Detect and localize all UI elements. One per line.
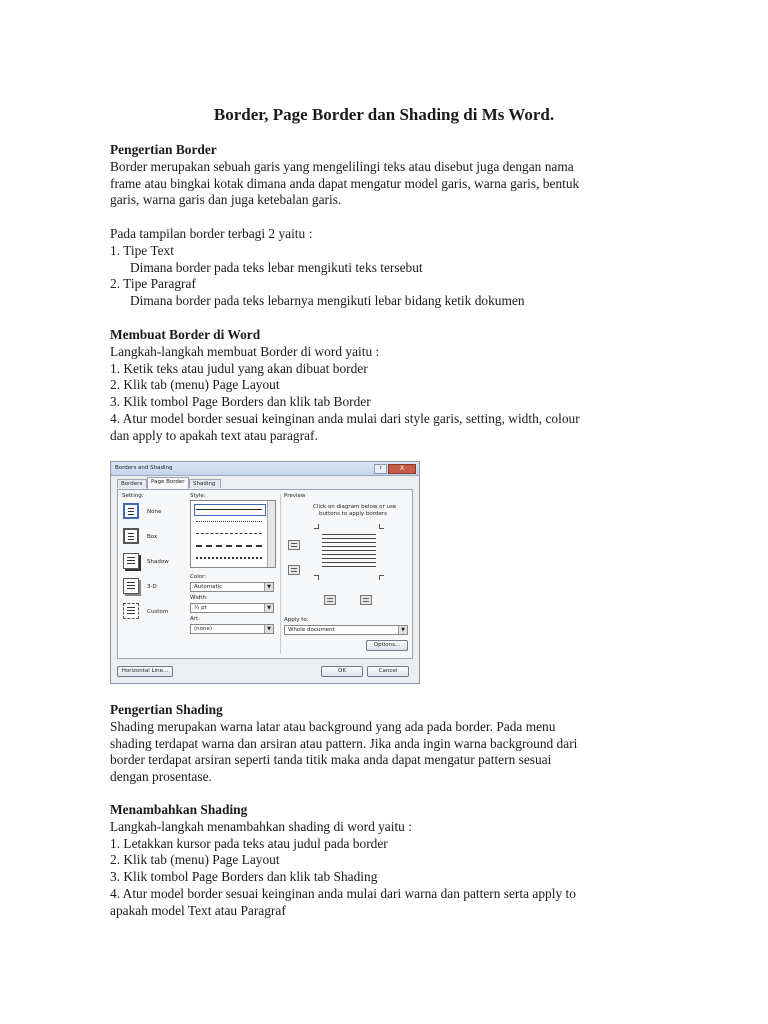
setting-box-label: Box: [147, 534, 158, 540]
tab-borders[interactable]: Borders: [117, 479, 147, 488]
document-title: Border, Page Border dan Shading di Ms Word.: [213, 105, 555, 124]
list-item: 3. Klik tombol Page Borders dan klik tab Border: [110, 394, 371, 410]
horizontal-line-button[interactable]: Horizontal Line...: [117, 666, 173, 677]
paragraph-line: garis, warna garis dan juga ketebalan garis.: [110, 192, 342, 208]
list-item: 2. Tipe Paragraf: [110, 276, 196, 292]
setting-custom-icon[interactable]: [123, 603, 139, 619]
cancel-button[interactable]: Cancel: [367, 666, 409, 677]
list-item: 4. Atur model border sesuai keinginan anda mulai dari style garis, setting, width, colour: [110, 410, 580, 426]
list-item: 2. Klik tab (menu) Page Layout: [110, 377, 280, 393]
section-membuat-border: [110, 327, 670, 445]
setting-none-icon[interactable]: [123, 503, 139, 519]
left-border-icon[interactable]: [324, 595, 336, 605]
chevron-down-icon: ▼: [264, 625, 273, 633]
art-dropdown[interactable]: [190, 624, 274, 634]
close-button[interactable]: X: [388, 464, 416, 474]
preview-hint: Click on diagram below or use: [313, 504, 397, 510]
art-label: Art:: [190, 616, 201, 622]
chevron-down-icon: ▼: [264, 583, 273, 591]
paragraph-line: frame atau bingkai kotak dimana anda dapat mengatur model garis, warna garis, bentuk: [110, 175, 580, 191]
setting-label: Setting:: [122, 493, 144, 499]
dialog-titlebar: [111, 462, 419, 476]
panel-divider: [280, 494, 281, 654]
chevron-down-icon: ▼: [264, 604, 273, 612]
setting-box-icon[interactable]: [123, 528, 139, 544]
section-heading: Menambahkan Shading: [110, 802, 248, 817]
paragraph-line: Pada tampilan border terbagi 2 yaitu :: [110, 226, 313, 241]
list-item: 1. Tipe Text: [110, 242, 174, 258]
list-item: 1. Ketik teks atau judul yang akan dibuat border: [110, 360, 368, 376]
preview-hint: buttons to apply borders: [319, 511, 387, 517]
list-item: 1. Letakkan kursor pada teks atau judul pada border: [110, 835, 388, 851]
setting-shadow-label: Shadow: [147, 559, 169, 565]
section-tipe-border: [110, 226, 670, 310]
style-scrollbar[interactable]: [267, 501, 275, 567]
tab-page-border[interactable]: Page Border: [147, 477, 189, 489]
right-border-icon[interactable]: [360, 595, 372, 605]
bottom-border-icon[interactable]: [288, 565, 300, 575]
ok-button[interactable]: OK: [321, 666, 363, 677]
list-item: 3. Klik tombol Page Borders dan klik tab Shading: [110, 869, 378, 885]
section-pengertian-shading: [110, 702, 670, 786]
section-heading: Membuat Border di Word: [110, 327, 261, 342]
paragraph-line: Shading merupakan warna latar atau background yang ada pada border. Pada menu: [110, 718, 556, 734]
apply-to-label: Apply to:: [284, 617, 309, 623]
section-pengertian-border: [110, 142, 670, 209]
options-button[interactable]: Options...: [366, 640, 408, 651]
list-item: 2. Klik tab (menu) Page Layout: [110, 852, 280, 868]
apply-to-value: Whole document: [288, 627, 335, 633]
page-border-panel: [117, 489, 413, 659]
width-value: ½ pt: [194, 605, 207, 611]
paragraph-line: dengan prosentase.: [110, 769, 212, 785]
dialog-title: Borders and Shading: [115, 465, 173, 471]
list-item-description: Dimana border pada teks lebar mengikuti teks tersebut: [130, 259, 423, 275]
help-button[interactable]: ?: [374, 464, 387, 474]
paragraph-line: Border merupakan sebuah garis yang mengelilingi teks atau disebut juga dengan nama: [110, 158, 574, 174]
paragraph-line: border terdapat arsiran seperti tanda titik maka anda dapat mengatur pattern sesuai: [110, 752, 552, 768]
section-heading: Pengertian Shading: [110, 702, 223, 717]
setting-shadow-icon[interactable]: [123, 553, 139, 569]
list-item: 4. Atur model border sesuai keinginan anda mulai dari warna dan pattern serta apply to: [110, 885, 576, 901]
list-item: apakah model Text atau Paragraf: [110, 902, 286, 918]
setting-3d-icon[interactable]: [123, 578, 139, 594]
preview-label: Preview: [284, 493, 306, 499]
list-item: dan apply to apakah text atau paragraf.: [110, 427, 318, 443]
style-listbox[interactable]: [190, 500, 276, 568]
width-dropdown[interactable]: [190, 603, 274, 613]
tab-shading[interactable]: Shading: [189, 479, 221, 488]
paragraph-line: Langkah-langkah menambahkan shading di word yaitu :: [110, 818, 412, 834]
setting-3d-label: 3-D: [147, 584, 157, 590]
setting-custom-label: Custom: [147, 609, 169, 615]
preview-diagram[interactable]: [314, 524, 384, 580]
borders-and-shading-dialog-image: [110, 461, 420, 684]
art-value: (none): [194, 626, 213, 632]
style-label: Style:: [190, 493, 206, 499]
color-label: Color:: [190, 574, 207, 580]
setting-none-label: None: [147, 509, 162, 515]
paragraph-line: Langkah-langkah membuat Border di word yaitu :: [110, 343, 380, 359]
color-value: Automatic: [194, 584, 223, 590]
color-dropdown[interactable]: [190, 582, 274, 592]
list-item-description: Dimana border pada teks lebarnya mengikuti lebar bidang ketik dokumen: [130, 293, 525, 309]
section-menambahkan-shading: [110, 802, 670, 920]
chevron-down-icon: ▼: [398, 626, 407, 634]
section-heading: Pengertian Border: [110, 142, 217, 157]
paragraph-line: shading terdapat warna dan arsiran atau pattern. Jika anda ingin warna background dari: [110, 735, 578, 751]
apply-to-dropdown[interactable]: [284, 625, 408, 635]
width-label: Width:: [190, 595, 208, 601]
top-border-icon[interactable]: [288, 540, 300, 550]
